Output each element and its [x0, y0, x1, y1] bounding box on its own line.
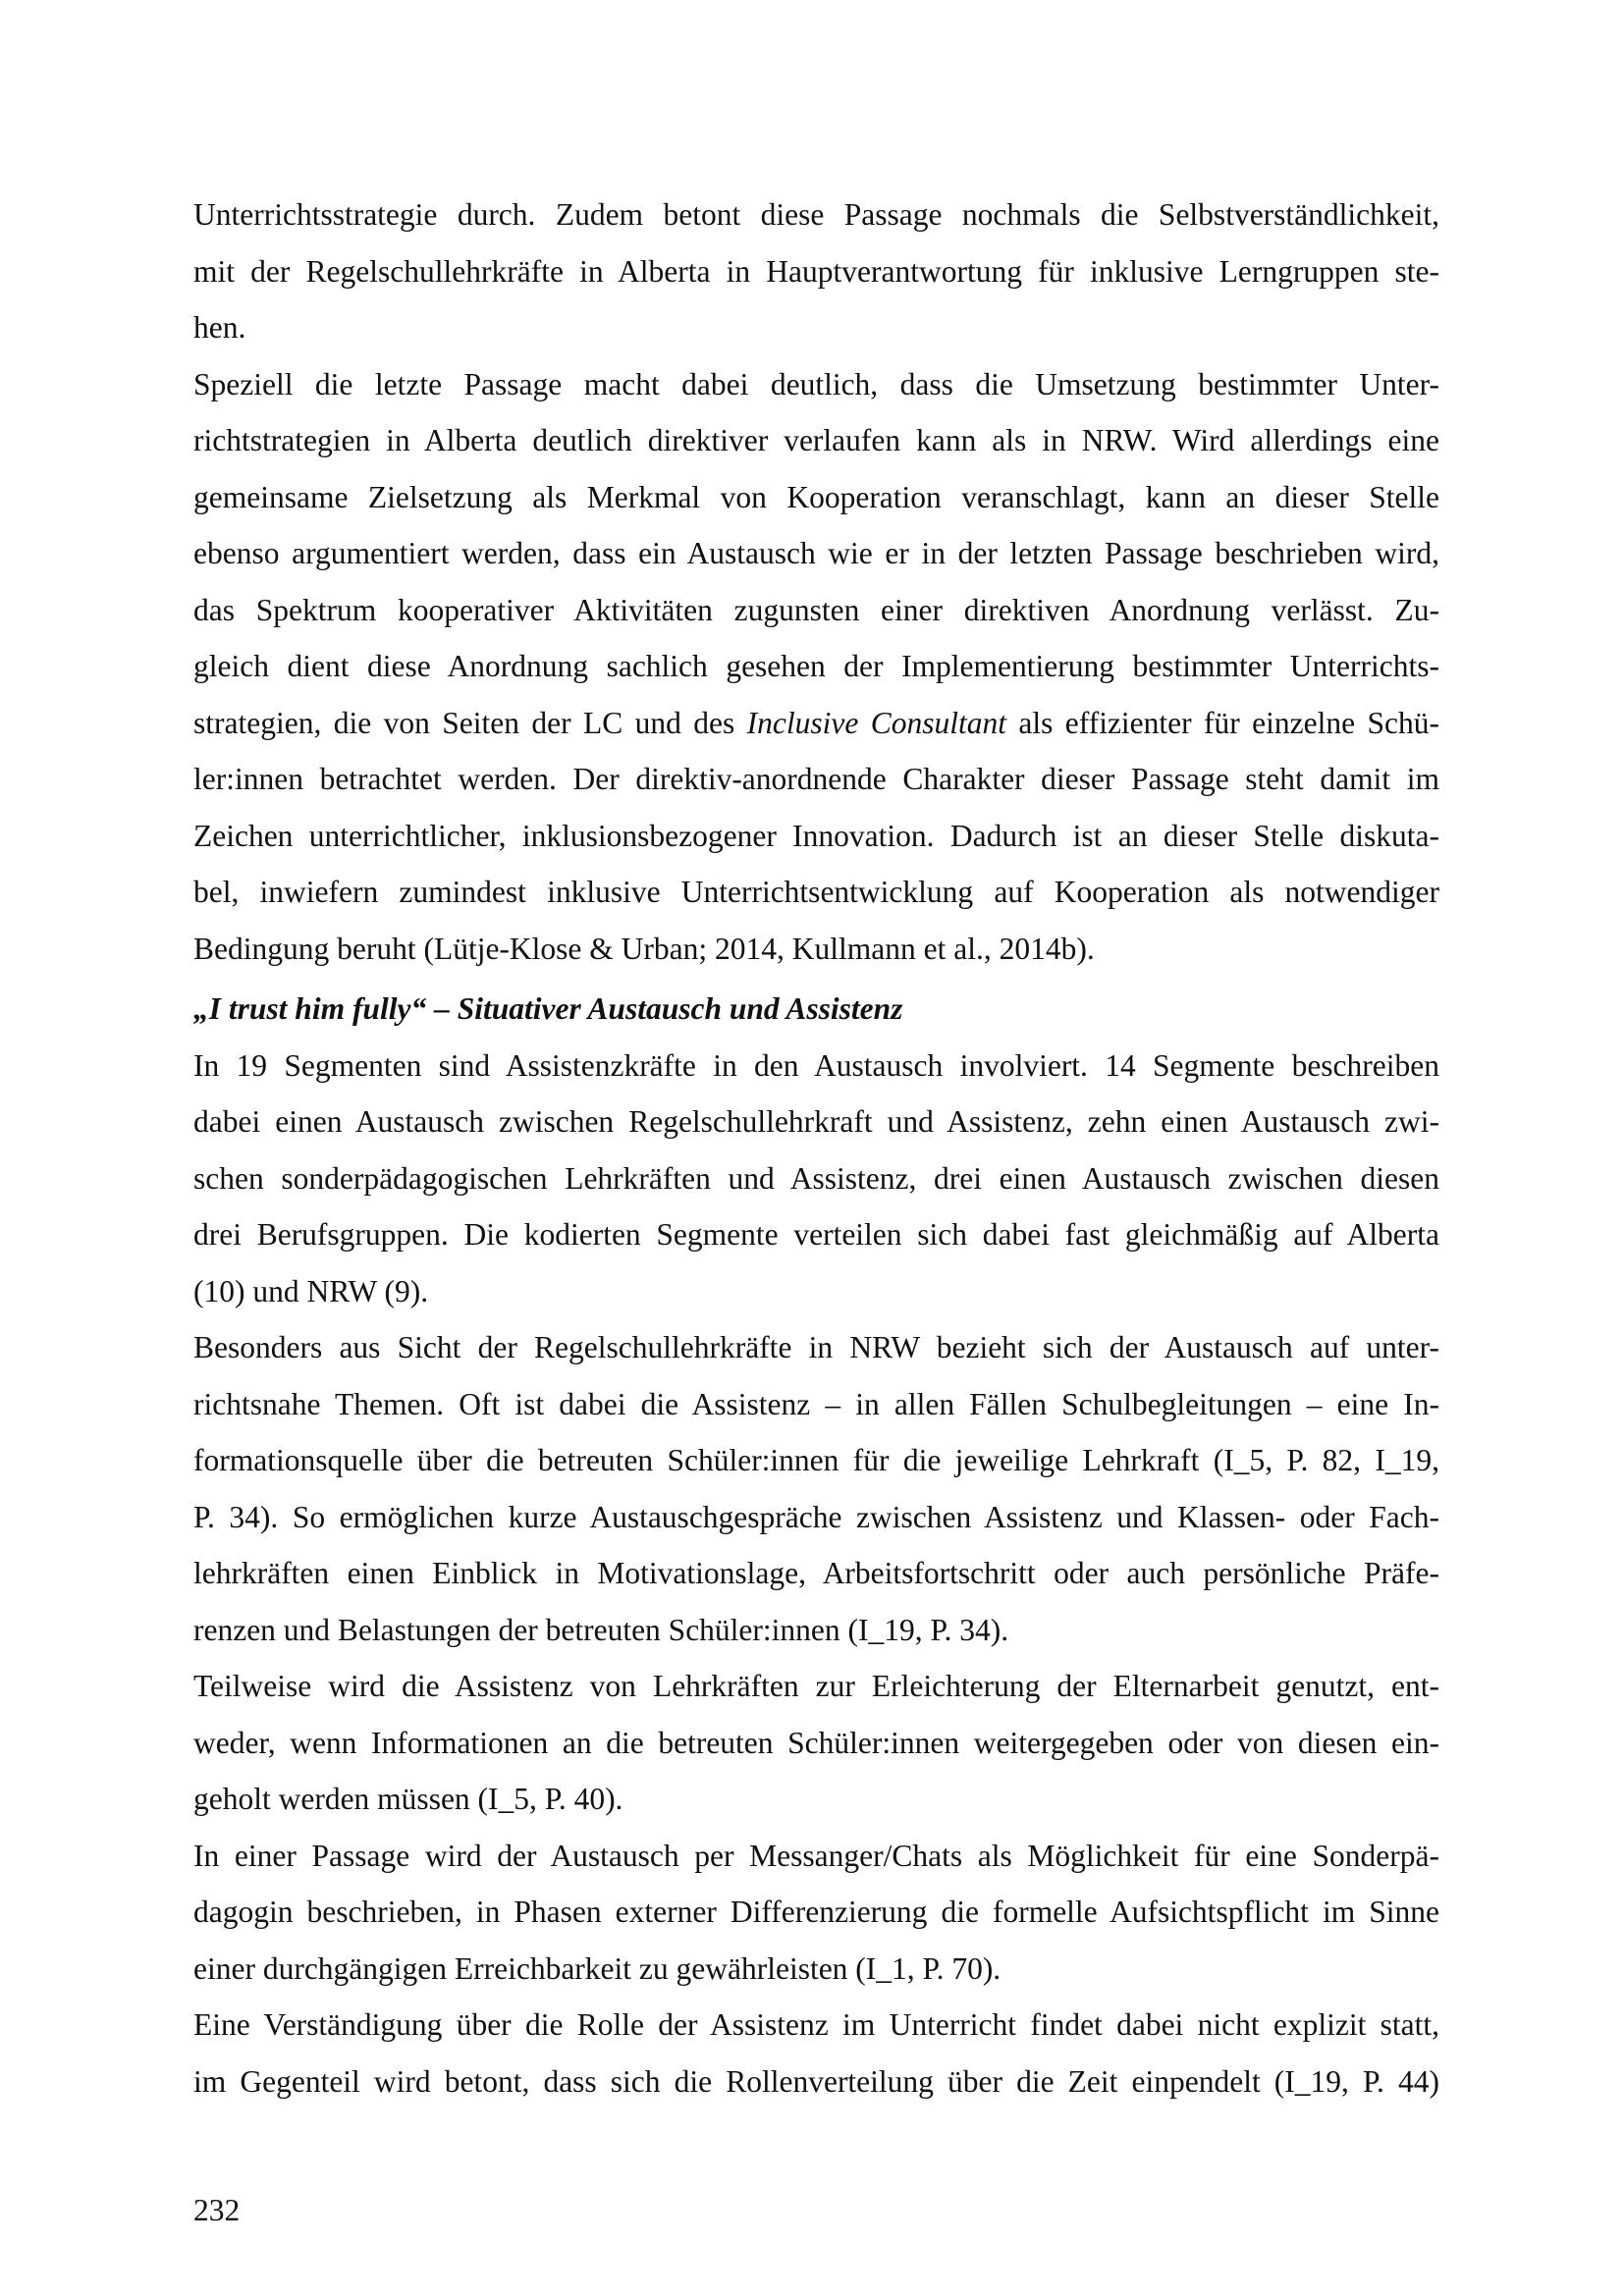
text-line: ebenso argumentiert werden, dass ein Austausch wie er in der letzten Passage beschrieben wird, — [193, 536, 1439, 570]
italic-term: Inclusive Consultant — [746, 705, 1007, 740]
text-line: im Gegenteil wird betont, dass sich die Rollenverteilung über die Zeit einpendelt (I_19, P. 44) — [193, 2063, 1439, 2099]
text-line: Teilweise wird die Assistenz von Lehrkräften zur Erleichterung der Elternarbeit genutzt, ent- — [193, 1669, 1439, 1703]
text-line-with-italic — [193, 695, 1439, 752]
text-line: Speziell die letzte Passage macht dabei deutlich, dass die Umsetzung bestimmter Unter- — [193, 366, 1439, 401]
text-line: P. 34). So ermöglichen kurze Austauschgespräche zwischen Assistenz und Klassen- oder Fach- — [193, 1499, 1439, 1534]
text-line: dagogin beschrieben, in Phasen externer Differenzierung die formelle Aufsichtspflicht im Sinne — [193, 1895, 1439, 1929]
text-line: formationsquelle über die betreuten Schüler:innen für die jeweilige Lehrkraft (I_5, P. 82, I_19, — [193, 1443, 1439, 1477]
text-line: In 19 Segmenten sind Assistenzkräfte in den Austausch involviert. 14 Segmente beschreiben — [193, 1047, 1439, 1083]
text-line: hen. — [193, 310, 246, 345]
text-segment: als effizienter für einzelne Schü- — [1006, 705, 1439, 740]
text-line: Besonders aus Sicht der Regelschullehrkräfte in NRW bezieht sich der Austausch auf unter- — [193, 1330, 1439, 1364]
text-line: lehrkräften einen Einblick in Motivationslage, Arbeitsfortschritt oder auch persönliche Präfe- — [193, 1556, 1439, 1590]
text-line: drei Berufsgruppen. Die kodierten Segmente verteilen sich dabei fast gleichmäßig auf Alberta — [193, 1217, 1439, 1252]
text-line: richtstrategien in Alberta deutlich direktiver verlaufen kann als in NRW. Wird allerdings eine — [193, 423, 1439, 457]
page-body — [193, 187, 1439, 2109]
section-heading: „I trust him fully“ – Situativer Austausch und Assistenz — [193, 991, 903, 1026]
text-line: das Spektrum kooperativer Aktivitäten zugunsten einer direktiven Anordnung verlässt. Zu- — [193, 592, 1439, 627]
text-line: weder, wenn Informationen an die betreuten Schüler:innen weitergegeben oder von diesen ein- — [193, 1725, 1439, 1760]
text-line: geholt werden müssen (I_5, P. 40). — [193, 1782, 623, 1816]
text-line: einer durchgängigen Erreichbarkeit zu gewährleisten (I_1, P. 70). — [193, 1950, 1001, 1986]
text-line: Bedingung beruht (Lütje-Klose & Urban; 2014, Kullmann et al., 2014b). — [193, 931, 1095, 966]
text-line: ler:innen betrachtet werden. Der direktiv-anordnende Charakter dieser Passage steht damit im — [193, 762, 1439, 796]
text-line: mit der Regelschullehrkräfte in Alberta in Hauptverantwortung für inklusive Lerngruppen ste- — [193, 253, 1439, 289]
page-number: 232 — [193, 2193, 241, 2227]
text-line: bel, inwiefern zumindest inklusive Unterrichtsentwicklung auf Kooperation als notwendiger — [193, 875, 1439, 909]
text-line: renzen und Belastungen der betreuten Schüler:innen (I_19, P. 34). — [193, 1612, 1009, 1647]
text-line: In einer Passage wird der Austausch per Messanger/Chats als Möglichkeit für eine Sonderpä- — [193, 1838, 1439, 1873]
text-line: Unterrichtsstrategie durch. Zudem betont diese Passage nochmals die Selbstverständlichkeit, — [193, 197, 1439, 232]
text-line: Zeichen unterrichtlicher, inklusionsbezogener Innovation. Dadurch ist an dieser Stelle diskuta- — [193, 818, 1439, 853]
text-line: richtsnahe Themen. Oft ist dabei die Assistenz – in allen Fällen Schulbegleitungen – eine In- — [193, 1386, 1439, 1421]
text-line: dabei einen Austausch zwischen Regelschullehrkraft und Assistenz, zehn einen Austausch zwi- — [193, 1104, 1439, 1139]
text-line: schen sonderpädagogischen Lehrkräften und Assistenz, drei einen Austausch zwischen diesen — [193, 1160, 1439, 1196]
text-segment: strategien, die von Seiten der LC und des — [193, 705, 747, 740]
text-line: gemeinsame Zielsetzung als Merkmal von Kooperation veranschlagt, kann an dieser Stelle — [193, 479, 1439, 514]
text-line: (10) und NRW (9). — [193, 1273, 429, 1308]
text-line: Eine Verständigung über die Rolle der Assistenz im Unterricht findet dabei nicht explizit statt, — [193, 2007, 1439, 2042]
text-line: gleich dient diese Anordnung sachlich gesehen der Implementierung bestimmter Unterrichts- — [193, 649, 1439, 683]
